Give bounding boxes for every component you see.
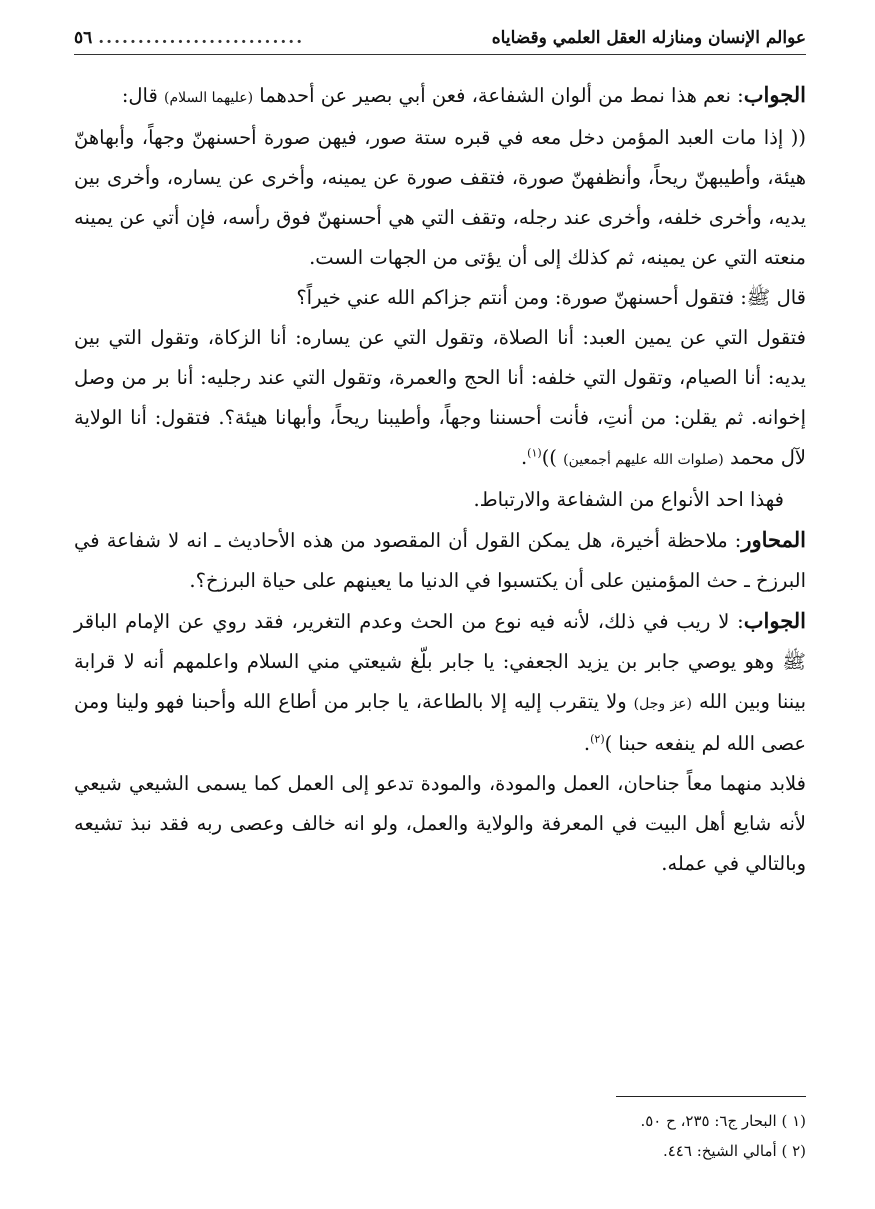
- speaker-label: المحاور: [741, 527, 806, 552]
- footnote-item: (٢ ) أمالي الشيخ: ٤٤٦.: [662, 1142, 806, 1160]
- honorific: (عز وجل): [633, 696, 692, 712]
- running-title: عوالم الإنسان ومنازله العقل العلمي وقضاياه: [491, 28, 806, 48]
- paragraph-interlocutor: [74, 520, 806, 601]
- footnote-item: (١ ) البحار ج٦: ٢٣٥، ح ٥٠.: [640, 1112, 806, 1130]
- paragraph-text: : نعم هذا نمط من ألوان الشفاعة، فعن أبي بصير عن أحدهما: [253, 84, 744, 107]
- paragraph-text: : لا ريب في ذلك، لأنه فيه نوع من الحث وعدم التغرير، فقد روي عن الإمام الباقر ﷺ وهو يوصي جابر بن يزيد الجعفي: يا جابر بلّغ شيعتي مني السلام واعلمهم أنه لا قرابة بيننا وبين الله: [74, 610, 806, 713]
- paragraph-text: ولا يتقرب إليه إلا بالطاعة، يا جابر من أطاع الله وأحبنا فهو ولينا ومن عصى الله لم ينفعه حبنا ): [74, 690, 806, 755]
- paragraph-answer-1: [74, 75, 806, 118]
- main-text: [74, 75, 806, 884]
- paragraph-answer-2: [74, 601, 806, 764]
- paragraph-text: : ملاحظة أخيرة، هل يمكن القول أن المقصود من هذه الأحاديث ـ انه لا شفاعة في البرزخ ـ حث المؤمنين على أن يكتسبوا في الدنيا ما يعينهم على حياة البرزخ؟.: [74, 529, 806, 592]
- footnotes: [506, 1106, 806, 1166]
- footnote-ref[interactable]: (٢): [590, 732, 605, 746]
- paragraph-text: .: [583, 732, 591, 755]
- paragraph-text: )): [541, 446, 564, 469]
- paragraph-text: فتقول التي عن يمين العبد: أنا الصلاة، وتقول التي عن يساره: أنا الزكاة، وتقول التي بين يديه: أنا الصيام، وتقول التي خلفه: أنا الحج والعمرة، وتقول التي عند رجليه: أنا بر من وصل إخوانه. ثم يقلن: من أنتِ، فأنت أحسننا وجهاً، وأطيبنا ريحاً، وأبهانا هيئة؟. فتقول: أنا الولاية لآل محمد: [74, 326, 806, 469]
- book-page: [74, 28, 806, 1188]
- paragraph-summary: فهذا احد الأنواع من الشفاعة والارتباط.: [473, 488, 784, 511]
- paragraph-quote: قال ﷺ: فتقول أحسنهنّ صورة: ومن أنتم جزاكم الله عني خيراً؟: [296, 286, 806, 309]
- paragraph-hadith-continued: [74, 318, 806, 480]
- speaker-label: الجواب: [743, 608, 806, 633]
- page-header: [74, 28, 806, 55]
- paragraph-hadith: (( إذا مات العبد المؤمن دخل معه في قبره ستة صور، فيهن صورة أحسنهنّ وجهاً، وأبهاهنّ هيئة، وأطيبهنّ ريحاً، وأنظفهنّ صورة، فتقف صورة عن يمينه، وأخرى عن يساره، وأخرى بين يديه، وأخرى خلفه، وأخرى عند رجله، وتقف التي هي أحسنهنّ فوق رأسه، فإن أتي عن يمينه منعته التي عن يمينه، ثم كذلك إلى أن يؤتى من الجهات الست.: [74, 126, 806, 269]
- footnote-ref[interactable]: (١): [527, 446, 542, 460]
- honorific: (صلوات الله عليهم أجمعين): [563, 452, 724, 468]
- footnote-divider: [616, 1096, 806, 1097]
- header-leader-dots: ..........................: [98, 28, 305, 48]
- paragraph-text: قال:: [121, 84, 165, 107]
- page-number: ٥٦: [74, 28, 93, 48]
- speaker-label: الجواب: [743, 82, 806, 107]
- honorific: (عليهما السلام): [164, 90, 254, 106]
- paragraph-conclusion: فلابد منهما معاً جناحان، العمل والمودة، والمودة تدعو إلى العمل كما يسمى الشيعي شيعي لأنه شايع أهل البيت في المعرفة والولاية والعمل، ولو انه خالف وعصى ربه فقد نبذ تشيعه وبالتالي في عمله.: [74, 772, 806, 875]
- paragraph-text: .: [520, 446, 528, 469]
